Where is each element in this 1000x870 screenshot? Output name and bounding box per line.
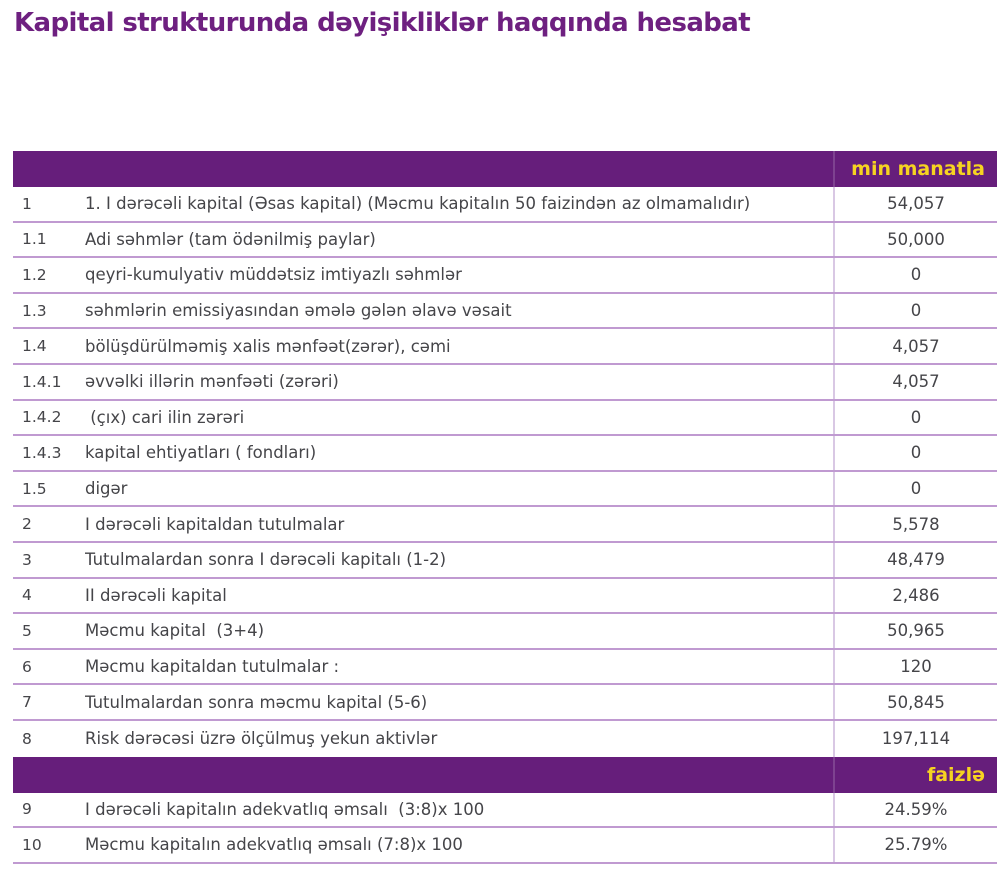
table-row xyxy=(13,507,997,543)
table-row xyxy=(13,828,997,864)
row-value: 50,965 xyxy=(833,614,997,648)
row-label: bölüşdürülməmiş xalis mənfəət(zərər), cəmi xyxy=(85,336,451,356)
row-label: Məcmu kapitalın adekvatlıq əmsalı (7:8)x 100 xyxy=(85,835,463,855)
row-label: Məcmu kapital (3+4) xyxy=(85,621,265,641)
row-number: 1.2 xyxy=(22,265,47,284)
row-number: 1.5 xyxy=(22,479,47,498)
row-label: Adi səhmlər (tam ödənilmiş paylar) xyxy=(85,229,376,249)
row-value: 54,057 xyxy=(833,187,997,221)
row-value: 5,578 xyxy=(833,507,997,541)
row-label: digər xyxy=(85,479,128,499)
row-number: 1.4 xyxy=(22,337,47,356)
table-row xyxy=(13,294,997,330)
table-row xyxy=(13,436,997,472)
row-value: 0 xyxy=(833,472,997,506)
page-title: Kapital strukturunda dəyişikliklər haqqında hesabat xyxy=(14,8,751,38)
row-value: 25.79% xyxy=(833,828,997,862)
capital-structure-table xyxy=(13,151,997,864)
table-row xyxy=(13,329,997,365)
table-row xyxy=(13,650,997,686)
row-number: 8 xyxy=(22,729,32,748)
table-row xyxy=(13,614,997,650)
row-value: 4,057 xyxy=(833,329,997,363)
section-header-bar xyxy=(13,757,997,793)
row-label: səhmlərin emissiyasından əmələ gələn əlavə vəsait xyxy=(85,301,512,321)
table-row xyxy=(13,187,997,223)
row-number: 1.4.3 xyxy=(22,443,62,462)
row-label: I dərəcəli kapitalın adekvatlıq əmsalı (3:8)x 100 xyxy=(85,799,485,819)
row-number: 6 xyxy=(22,657,32,676)
row-label: (çıx) cari ilin zərəri xyxy=(85,407,245,427)
row-label: I dərəcəli kapitaldan tutulmalar xyxy=(85,514,345,534)
row-number: 4 xyxy=(22,586,32,605)
row-label: Risk dərəcəsi üzrə ölçülmuş yekun aktivlər xyxy=(85,729,438,749)
row-value: 48,479 xyxy=(833,543,997,577)
row-number: 1.3 xyxy=(22,301,47,320)
row-label: 1. I dərəcəli kapital (Əsas kapital) (Məcmu kapitalın 50 faizindən az olmamalıdır) xyxy=(85,194,751,214)
row-value: 0 xyxy=(833,258,997,292)
table-row xyxy=(13,258,997,294)
row-label: II dərəcəli kapital xyxy=(85,585,227,605)
table-section xyxy=(13,151,997,757)
table-section xyxy=(13,757,997,864)
row-number: 1.1 xyxy=(22,230,47,249)
section-header-spacer xyxy=(13,757,833,793)
row-number: 2 xyxy=(22,515,32,534)
table-row xyxy=(13,472,997,508)
row-value: 50,000 xyxy=(833,223,997,257)
row-number: 1.4.1 xyxy=(22,372,62,391)
row-value: 0 xyxy=(833,401,997,435)
section-header-spacer xyxy=(13,151,833,187)
row-label: əvvəlki illərin mənfəəti (zərəri) xyxy=(85,372,339,392)
row-label: Məcmu kapitaldan tutulmalar : xyxy=(85,657,340,677)
row-value: 50,845 xyxy=(833,685,997,719)
table-row xyxy=(13,365,997,401)
row-value: 4,057 xyxy=(833,365,997,399)
row-number: 9 xyxy=(22,800,32,819)
row-value: 24.59% xyxy=(833,793,997,827)
table-row xyxy=(13,793,997,829)
row-number: 7 xyxy=(22,693,32,712)
table-row xyxy=(13,543,997,579)
row-value: 0 xyxy=(833,436,997,470)
row-label: Tutulmalardan sonra məcmu kapital (5-6) xyxy=(85,692,428,712)
row-value: 120 xyxy=(833,650,997,684)
row-number: 3 xyxy=(22,550,32,569)
row-number: 10 xyxy=(22,835,42,854)
row-label: Tutulmalardan sonra I dərəcəli kapitalı (1-2) xyxy=(85,550,447,570)
table-row xyxy=(13,579,997,615)
row-number: 1 xyxy=(22,194,32,213)
unit-label: faizlə xyxy=(833,757,997,793)
table-row xyxy=(13,721,997,757)
table-row xyxy=(13,223,997,259)
row-value: 2,486 xyxy=(833,579,997,613)
row-value: 0 xyxy=(833,294,997,328)
row-number: 5 xyxy=(22,621,32,640)
row-label: kapital ehtiyatları ( fondları) xyxy=(85,443,317,463)
table-row xyxy=(13,685,997,721)
row-label: qeyri-kumulyativ müddətsiz imtiyazlı səhmlər xyxy=(85,265,462,285)
section-header-bar xyxy=(13,151,997,187)
table-row xyxy=(13,401,997,437)
row-value: 197,114 xyxy=(833,721,997,757)
row-number: 1.4.2 xyxy=(22,408,62,427)
unit-label: min manatla xyxy=(833,151,997,187)
